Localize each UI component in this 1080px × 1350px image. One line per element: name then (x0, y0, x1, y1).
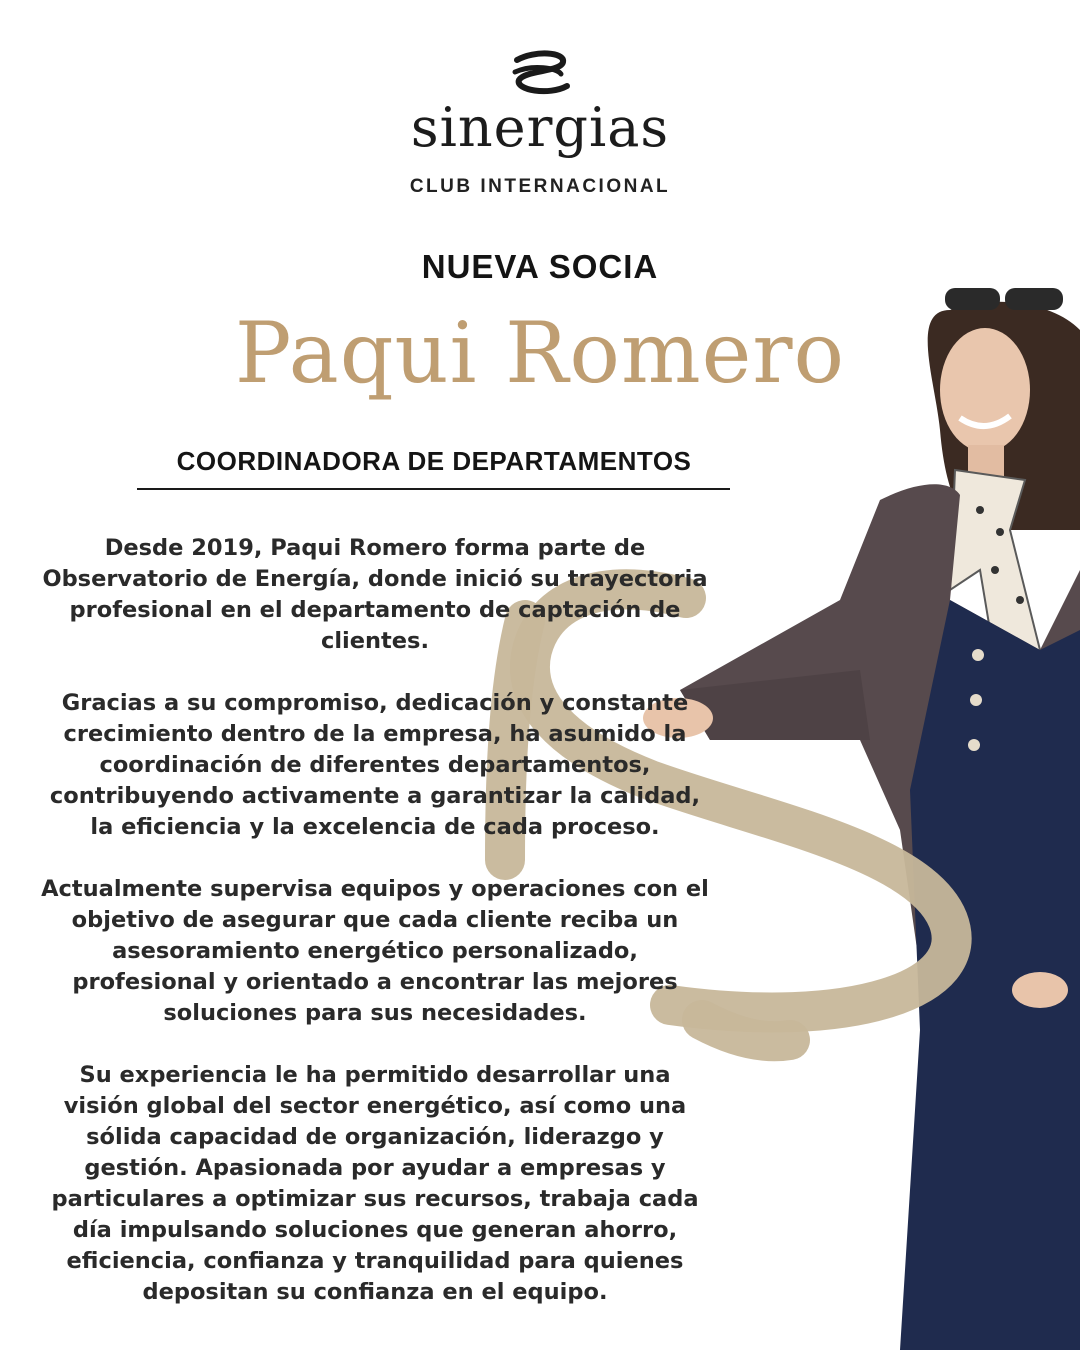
announcement-label: NUEVA SOCIA (421, 248, 659, 285)
bio-paragraph: Su experiencia le ha permitido desarrollar una visión global del sector energético, así como una sólida capacidad de organización, liderazgo y gestión. Apasionada por ayudar a empresas y particulares a optimizar sus recursos, trabaja cada día impulsando soluciones que generan ahorro, eficiencia, confianza y tranquilidad para quienes depositan su confianza en el equipo. (51, 1062, 699, 1305)
member-role: COORDINADORA DE DEPARTAMENTOS (176, 446, 692, 476)
brand-subtitle: CLUB INTERNACIONAL (409, 176, 671, 197)
role-underline-divider (137, 488, 730, 490)
member-name: Paqui Romero (234, 304, 846, 402)
brand-wordmark: sinergias (410, 96, 670, 159)
bio-paragraph: Actualmente supervisa equipos y operaciones con el objetivo de asegurar que cada cliente reciba un asesoramiento energético personalizado, profesional y orientado a encontrar las mejores soluciones para sus necesidades. (41, 876, 709, 1026)
bio-paragraph: Desde 2019, Paqui Romero forma parte de Observatorio de Energía, donde inició su trayectoria profesional en el departamento de captación de clientes. (42, 535, 708, 654)
double-s-ribbon-icon (505, 50, 575, 98)
member-bio (40, 533, 710, 1308)
bio-paragraph: Gracias a su compromiso, dedicación y constante crecimiento dentro de la empresa, ha asumido la coordinación de diferentes departamentos, contribuyendo activamente a garantizar la calidad, la eficiencia y la excelencia de cada proceso. (49, 690, 701, 840)
